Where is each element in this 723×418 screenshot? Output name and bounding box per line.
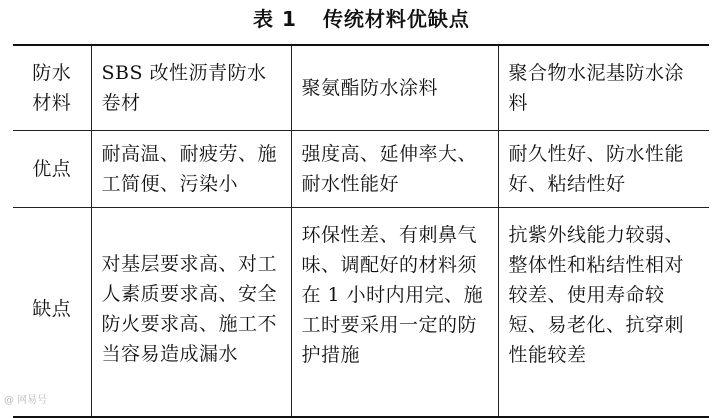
advantages-polymer-cement: 耐久性好、防水性能好、粘结性好 bbox=[498, 131, 709, 208]
disadvantages-polyurethane: 环保性差、有刺鼻气味、调配好的材料须在 1 小时内用完、施工时要采用一定的防护措施 bbox=[291, 208, 498, 418]
table-row bbox=[13, 208, 709, 418]
advantages-sbs: 耐高温、耐疲劳、施工简便、污染小 bbox=[91, 131, 291, 208]
disadvantages-sbs: 对基层要求高、对工人素质要求高、安全防火要求高、施工不当容易造成漏水 bbox=[91, 208, 291, 418]
watermark: @ 网易号 bbox=[4, 395, 48, 406]
table-title: 传统材料优缺点 bbox=[322, 7, 470, 31]
header-polymer-cement-coating: 聚合物水泥基防水涂料 bbox=[498, 45, 709, 131]
row-label-advantages: 优点 bbox=[13, 131, 91, 208]
table-header-row bbox=[13, 45, 709, 131]
table-number: 表 1 bbox=[253, 7, 297, 31]
disadvantages-polymer-cement: 抗紫外线能力较弱、整体性和粘结性相对较差、使用寿命较短、易老化、抗穿刺性能较差 bbox=[498, 208, 709, 418]
table-caption bbox=[0, 6, 723, 32]
header-row-label: 防水材料 bbox=[13, 45, 91, 131]
materials-comparison-table bbox=[13, 44, 709, 418]
header-polyurethane-coating: 聚氨酯防水涂料 bbox=[291, 45, 498, 131]
advantages-polyurethane: 强度高、延伸率大、耐水性能好 bbox=[291, 131, 498, 208]
header-sbs-membrane: SBS 改性沥青防水卷材 bbox=[91, 45, 291, 131]
row-label-disadvantages: 缺点 bbox=[13, 208, 91, 418]
table-row bbox=[13, 131, 709, 208]
